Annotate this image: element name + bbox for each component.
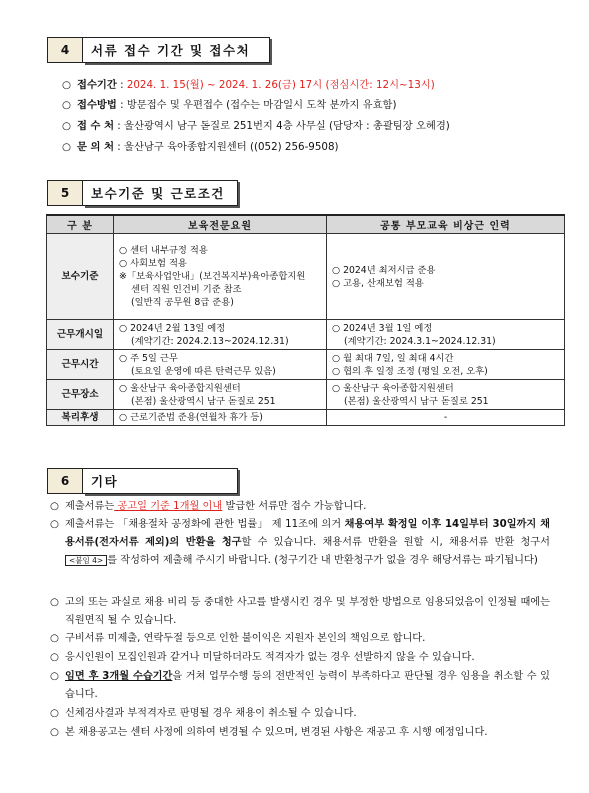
notice-item: ○ 임면 후 3개월 수습기간을 거쳐 업무수행 등의 전반적인 능력이 부족하다고 판단될 경우 임용을 취소할 수 있습니다. <box>50 671 550 700</box>
notice-item: ○ 고의 또는 과실로 채용 비리 등 중대한 사고를 발생시킨 경우 및 부정한 방법으로 임용되었음이 인정될 때에는 직원면직 될 수 있습니다. <box>50 597 550 626</box>
notice-item: ○ 본 채용공고는 센터 사정에 의하여 변경될 수 있으며, 변경된 사항은 재공고 후 시행 예정입니다. <box>50 727 488 738</box>
receipt-period-line: ○ 접수기간 : 2024. 1. 15(월) ~ 2024. 1. 26(금) 17시 (점심시간: 12시~13시) <box>62 79 435 91</box>
notice-item: ○ 제출서류는 공고일 기준 1개월 이내 발급한 서류만 접수 가능합니다. <box>50 501 367 512</box>
section-6-header <box>47 468 238 494</box>
section-5-title: 보수기준 및 근로조건 <box>83 180 238 206</box>
section-6-title: 기타 <box>83 468 238 494</box>
attachment-tag: <붙임 4> <box>65 555 107 566</box>
section-6-number: 6 <box>47 468 83 494</box>
table-row: 근무장소 ○ 울산남구 육아종합지원센터 (본점) 울산광역시 남구 돋질로 251 ○ 울산남구 육아종합지원센터 (본점) 울산광역시 남구 돋질로 251 <box>47 380 565 410</box>
table-header-category: 구 분 <box>47 215 114 234</box>
table-header-parttime: 공통 부모교육 비상근 인력 <box>327 215 565 234</box>
pay-conditions-table <box>46 214 565 426</box>
table-header-specialist: 보육전문요원 <box>114 215 327 234</box>
receipt-place-line: ○ 접 수 처 : 울산광역시 남구 돋질로 251번지 4층 사무실 (담당자 : 총괄팀장 오혜경) <box>62 120 450 132</box>
table-row: 근무개시일 ○ 2024년 2월 13일 예정 (계약기간: 2024.2.13~2024.12.31) ○ 2024년 3월 1일 예정 (계약기간: 2024.3.1~2024.12.31) <box>47 320 565 350</box>
section-5-header <box>47 180 238 206</box>
inquiry-line: ○ 문 의 처 : 울산남구 육아종합지원센터 ((052) 256-9508) <box>62 141 339 153</box>
section-5-number: 5 <box>47 180 83 206</box>
table-row: 근무시간 ○ 주 5일 근무 (토요일 운영에 따른 탄력근무 있음) ○ 월 최대 7일, 일 최대 4시간 ○ 협의 후 일정 조정 (평일 오전, 오후) <box>47 350 565 380</box>
table-row: 복리후생 ○ 근로기준법 준용(연월차 휴가 등) - <box>47 410 565 426</box>
section-4-number: 4 <box>47 37 83 63</box>
table-row: 보수기준 ○ 센터 내부규정 적용 ○ 사회보험 적용 ※「보육사업안내」(보건복지부)육아종합지원 센터 직원 인건비 기준 참조 (일반직 공무원 8급 준용) ○ 2024년 최저시급 준용 ○ 고용, 산재보험 적용 <box>47 234 565 320</box>
section-4-title: 서류 접수 기간 및 접수처 <box>83 37 270 63</box>
section-4-header <box>47 37 270 63</box>
notice-item: ○ 구비서류 미제출, 연락두절 등으로 인한 불이익은 지원자 본인의 책임으로 합니다. <box>50 633 426 644</box>
receipt-method-line: ○ 접수방법 : 방문접수 및 우편접수 (접수는 마감일시 도착 분까지 유효함) <box>62 99 397 111</box>
notice-item: ○ 응시인원이 모집인원과 같거나 미달하더라도 적격자가 없는 경우 선발하지 않을 수 있습니다. <box>50 652 475 663</box>
notice-item: ○ 신체검사결과 부적격자로 판명될 경우 채용이 취소될 수 있습니다. <box>50 708 357 719</box>
notice-item: ○ 제출서류는 「채용절차 공정화에 관한 법률」 제 11조에 의거 채용여부 확정일 이후 14일부터 30일까지 채용서류(전자서류 제외)의 반환을 청구할 수 있습니다. 채용서류 반환을 원할 시, 채용서류 반환 청구서 <붙임 4> 를 작성하여 제출해 주시기 바랍니다. (청구기간 내 반환청구가 없을 경우 해당서류는 파기됩니다) <box>50 519 550 566</box>
receipt-period-value: 2024. 1. 15(월) ~ 2024. 1. 26(금) 17시 (점심시간: 12시~13시) <box>126 79 435 91</box>
